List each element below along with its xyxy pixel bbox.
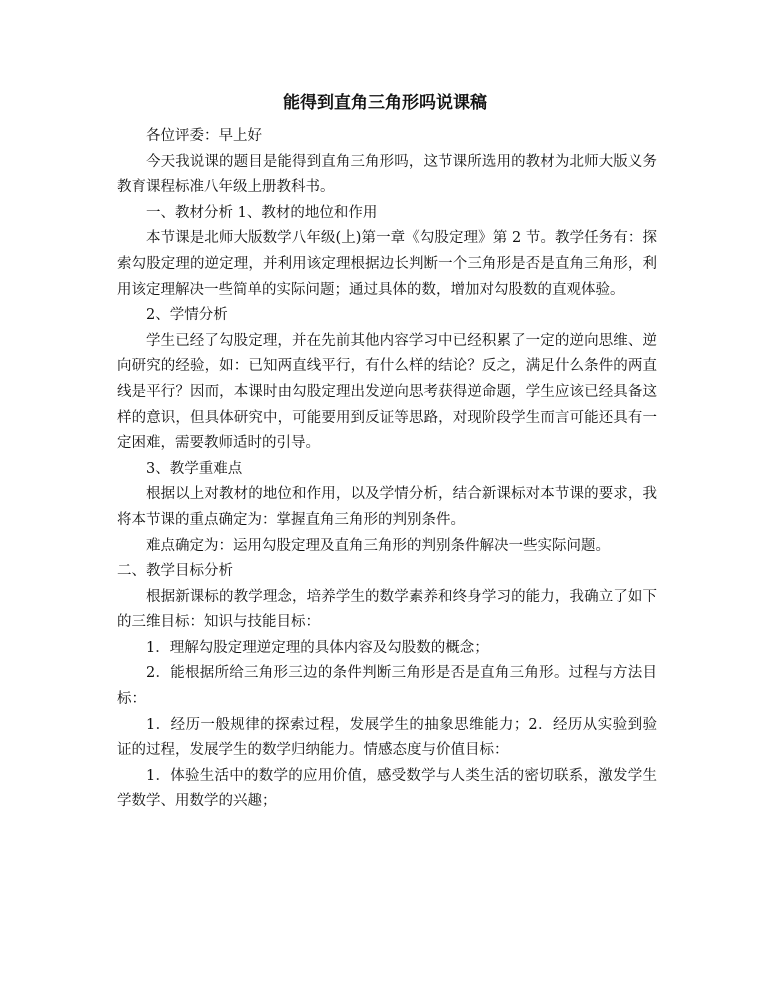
section-heading-textbook-analysis: 一、教材分析 1、教材的地位和作用 — [146, 204, 378, 221]
subheading-student-analysis: 2、学情分析 — [146, 307, 228, 324]
greeting-paragraph: 各位评委：早上好 — [146, 128, 262, 144]
objective-knowledge-2: 2．能根据所给三角形三边的条件判断三角形是否是直角三角形。过程与方法目标： — [117, 665, 657, 708]
document-title: 能得到直角三角形吗说课稿 — [283, 93, 487, 113]
document-body — [117, 124, 657, 815]
textbook-role-paragraph: 本节课是北师大版数学八年级(上)第一章《勾股定理》第 2 节。教学任务有：探索勾股定理的逆定理，并利用该定理根据边长判断一个三角形是否是直角三角形，利用该定理解决一些简单的实际问题；通过具体的数，增加对勾股数的直观体验。 — [117, 230, 657, 298]
objective-process-paragraph: 1．经历一般规律的探索过程，发展学生的抽象思维能力；2．经历从实验到验证的过程，发展学生的数学归纳能力。情感态度与价值目标： — [117, 716, 657, 759]
objectives-intro-paragraph: 根据新课标的教学理念，培养学生的数学素养和终身学习的能力，我确立了如下的三维目标：知识与技能目标： — [117, 588, 657, 631]
difficulty-paragraph: 难点确定为：运用勾股定理及直角三角形的判别条件解决一些实际问题。 — [146, 537, 610, 554]
student-analysis-paragraph: 学生已经了勾股定理，并在先前其他内容学习中已经积累了一定的逆向思维、逆向研究的经验，如：已知两直线平行，有什么样的结论？反之，满足什么条件的两直线是平行？因而，本课时由勾股定理出发逆向思考获得逆命题，学生应该已经具备这样的意识，但具体研究中，可能要用到反证等思路，对现阶段学生而言可能还具有一定困难，需要教师适时的引导。 — [117, 332, 657, 452]
section-heading-objectives: 二、教学目标分析 — [117, 563, 233, 580]
key-point-paragraph: 根据以上对教材的地位和作用，以及学情分析，结合新课标对本节课的要求，我将本节课的重点确定为：掌握直角三角形的判别条件。 — [117, 486, 657, 528]
objective-emotion-1: 1．体验生活中的数学的应用价值，感受数学与人类生活的密切联系，激发学生学数学、用数学的兴趣； — [117, 767, 657, 810]
subheading-key-points: 3、教学重难点 — [146, 460, 243, 477]
objective-knowledge-1: 1．理解勾股定理逆定理的具体内容及勾股数的概念； — [146, 639, 489, 656]
intro-paragraph: 今天我说课的题目是能得到直角三角形吗，这节课所选用的教材为北师大版义务教育课程标准八年级上册教科书。 — [117, 153, 657, 196]
